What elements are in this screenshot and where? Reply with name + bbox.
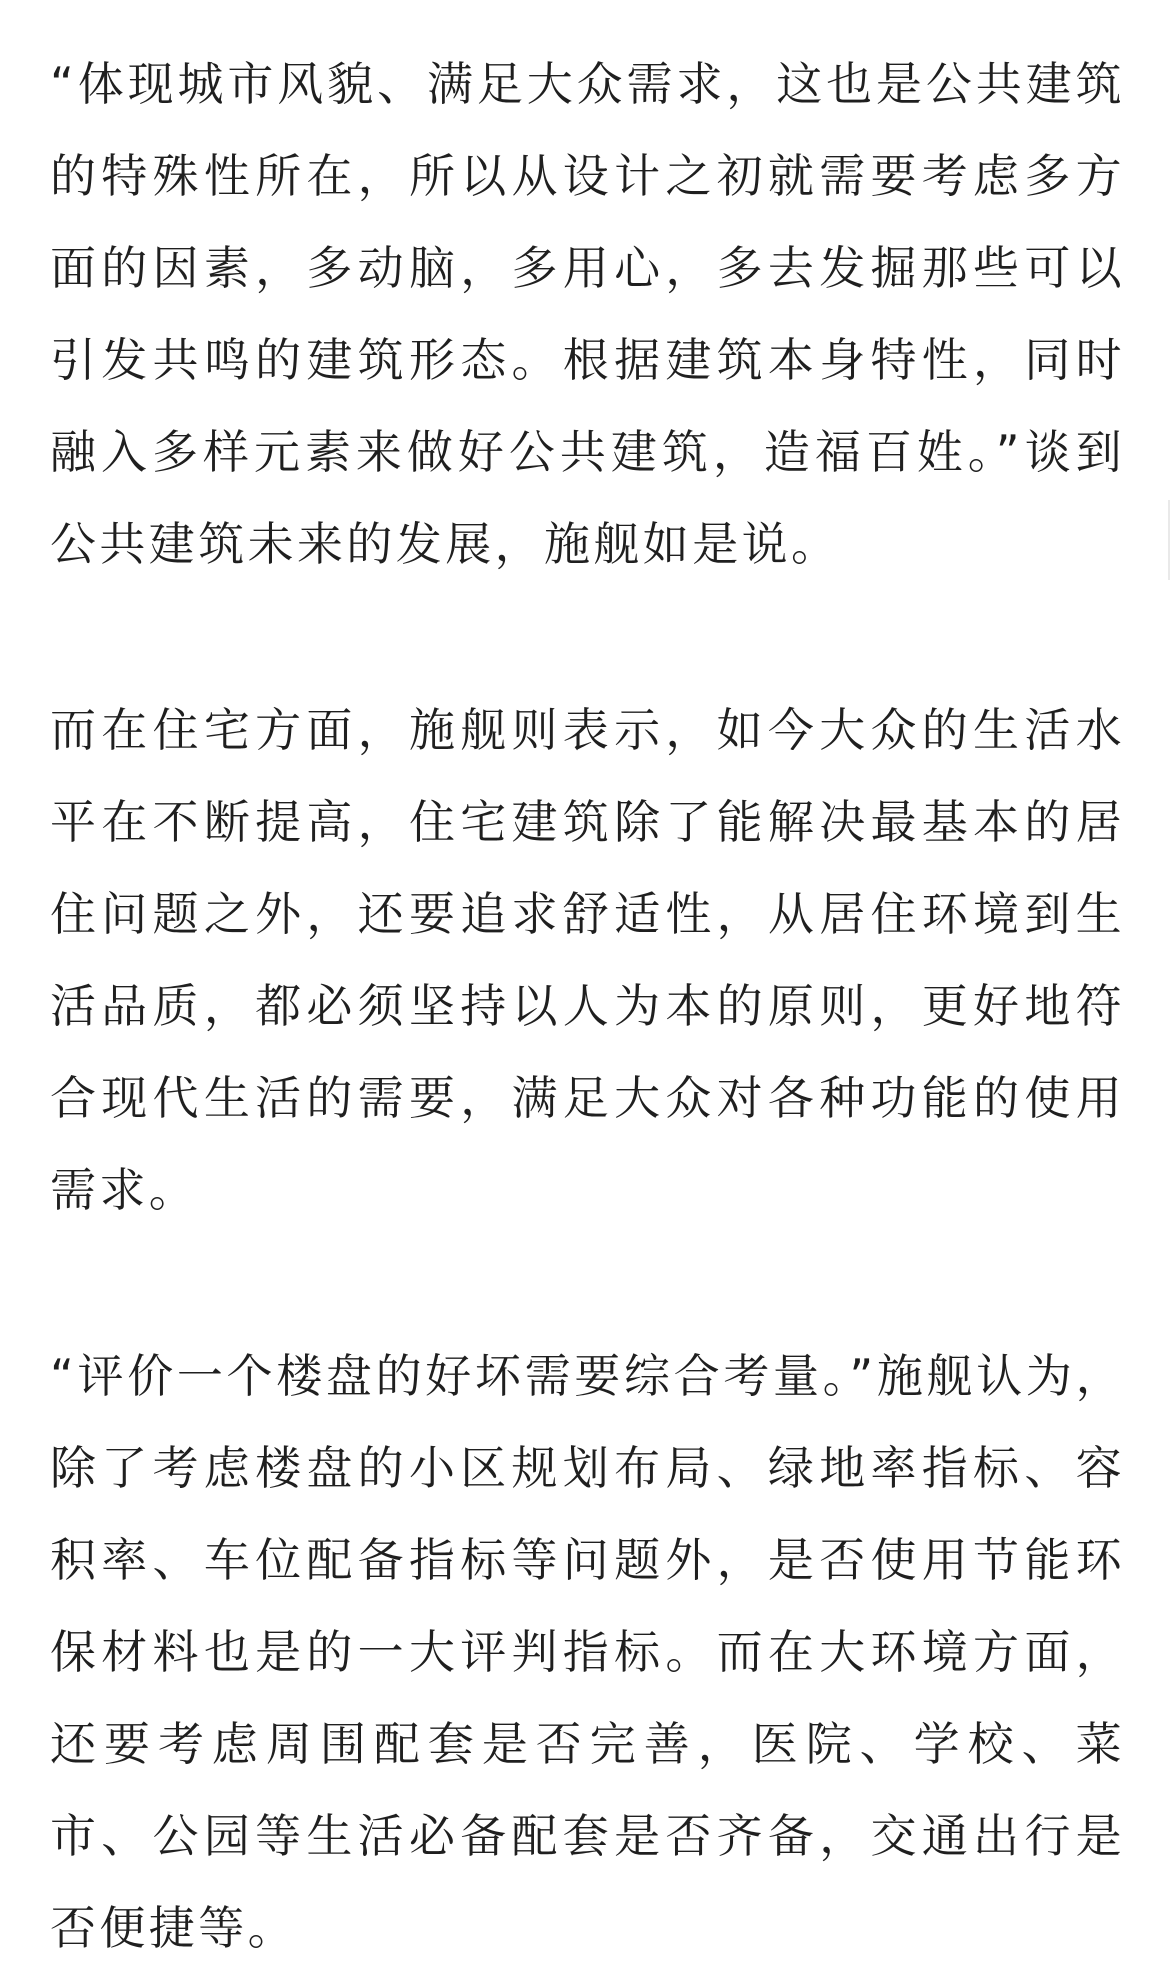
article-body: [50, 38, 1125, 1974]
paragraph-residential: 而在住宅方面，施舰则表示，如今大众的生活水平在不断提高，住宅建筑除了能解决最基本的居住问题之外，还要追求舒适性，从居住环境到生活品质，都必须坚持以人为本的原则，更好地符合现代生活的需要，满足大众对各种功能的使用需求。: [50, 703, 1125, 1217]
paragraph-public-buildings: “体现城市风貌、满足大众需求，这也是公共建筑的特殊性所在，所以从设计之初就需要考虑多方面的因素，多动脑，多用心，多去发掘那些可以引发共鸣的建筑形态。根据建筑本身特性，同时融入多样元素来做好公共建筑，造福百姓。”谈到公共建筑未来的发展，施舰如是说。: [50, 57, 1125, 571]
paragraph-evaluation: “评价一个楼盘的好坏需要综合考量。”施舰认为，除了考虑楼盘的小区规划布局、绿地率指标、容积率、车位配备指标等问题外，是否使用节能环保材料也是的一大评判指标。而在大环境方面，还要考虑周围配套是否完善，医院、学校、菜市、公园等生活必备配套是否齐备，交通出行是否便捷等。: [50, 1349, 1125, 1955]
